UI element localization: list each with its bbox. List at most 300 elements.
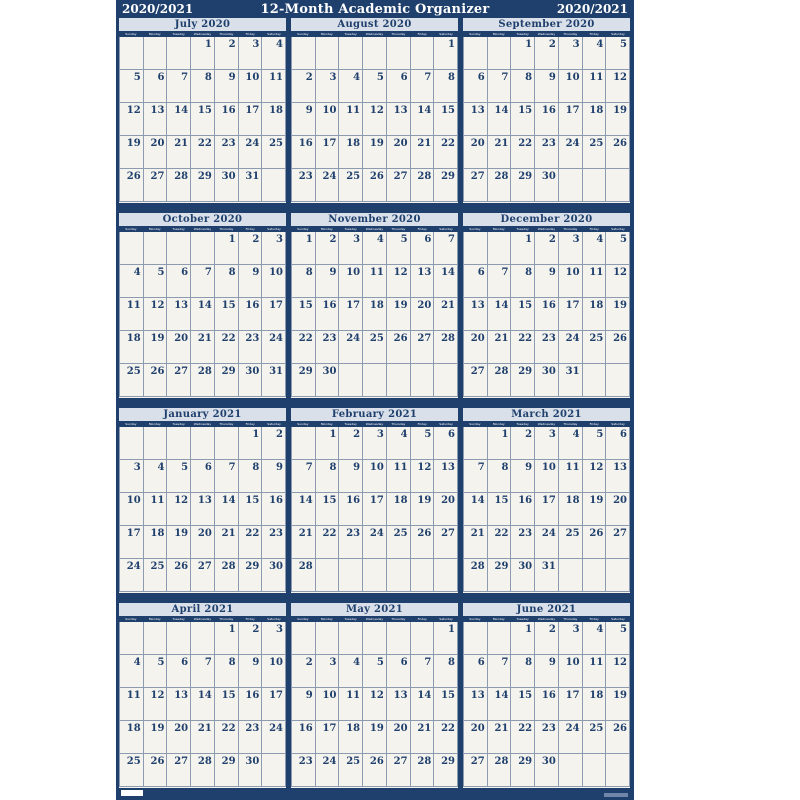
day-cell: 18 — [363, 298, 387, 331]
day-cell: 19 — [606, 298, 630, 331]
weekday-label: Tuesday — [344, 422, 357, 426]
day-cell: 13 — [167, 298, 191, 331]
day-cell: 30 — [316, 364, 340, 397]
month-panel — [463, 408, 630, 593]
weekday-label: Sunday — [297, 227, 309, 231]
empty-cell — [464, 427, 488, 460]
weekday-label: Sunday — [297, 422, 309, 426]
day-cell: 3 — [535, 427, 559, 460]
day-cell: 27 — [387, 169, 411, 202]
day-cell: 20 — [434, 493, 458, 526]
weekday-label: Saturday — [267, 617, 281, 621]
day-cell: 7 — [191, 265, 215, 298]
day-cell: 10 — [239, 70, 263, 103]
day-cell: 13 — [387, 103, 411, 136]
day-cell: 24 — [559, 721, 583, 754]
month-panel — [463, 18, 630, 203]
day-grid — [291, 427, 458, 592]
day-cell: 9 — [239, 265, 263, 298]
weekday-label: Sunday — [125, 32, 137, 36]
month-title: September 2020 — [463, 18, 630, 31]
weekday-label: Thursday — [391, 32, 406, 36]
day-cell: 25 — [387, 526, 411, 559]
empty-cell — [339, 559, 363, 592]
day-cell: 2 — [262, 427, 286, 460]
day-cell: 3 — [316, 655, 340, 688]
weekday-label: Tuesday — [516, 32, 529, 36]
day-cell: 30 — [215, 169, 239, 202]
month-panel — [119, 408, 286, 593]
day-cell: 7 — [434, 232, 458, 265]
day-cell: 21 — [215, 526, 239, 559]
day-cell: 8 — [191, 70, 215, 103]
day-cell: 7 — [215, 460, 239, 493]
day-cell: 28 — [191, 754, 215, 787]
month-title: July 2020 — [119, 18, 286, 31]
day-cell: 2 — [535, 622, 559, 655]
day-cell: 9 — [262, 460, 286, 493]
day-cell: 25 — [120, 754, 144, 787]
day-cell: 10 — [559, 655, 583, 688]
empty-cell — [583, 169, 607, 202]
day-cell: 8 — [511, 265, 535, 298]
day-cell: 11 — [559, 460, 583, 493]
weekday-label: Thursday — [563, 227, 578, 231]
day-cell: 19 — [144, 331, 168, 364]
weekday-label: Saturday — [611, 422, 625, 426]
day-cell: 6 — [144, 70, 168, 103]
day-cell: 10 — [339, 265, 363, 298]
empty-cell — [144, 232, 168, 265]
empty-cell — [434, 559, 458, 592]
weekday-label: Sunday — [469, 422, 481, 426]
weekday-label: Saturday — [267, 422, 281, 426]
day-cell: 7 — [411, 70, 435, 103]
day-cell: 3 — [559, 37, 583, 70]
day-cell: 29 — [215, 364, 239, 397]
empty-cell — [316, 559, 340, 592]
empty-cell — [488, 622, 512, 655]
weekday-label: Monday — [148, 617, 161, 621]
empty-cell — [339, 622, 363, 655]
empty-cell — [411, 364, 435, 397]
day-cell: 24 — [262, 721, 286, 754]
month-title: February 2021 — [291, 408, 458, 421]
weekday-label: Tuesday — [172, 32, 185, 36]
day-cell: 17 — [559, 298, 583, 331]
day-cell: 28 — [167, 169, 191, 202]
day-cell: 13 — [464, 103, 488, 136]
weekday-label: Wednesday — [193, 617, 212, 621]
day-cell: 24 — [339, 331, 363, 364]
weekday-label: Saturday — [267, 227, 281, 231]
day-cell: 30 — [239, 754, 263, 787]
day-cell: 1 — [239, 427, 263, 460]
day-cell: 12 — [387, 265, 411, 298]
weekday-label: Thursday — [391, 227, 406, 231]
day-cell: 17 — [239, 103, 263, 136]
month-panel — [119, 213, 286, 398]
day-cell: 23 — [215, 136, 239, 169]
month-title: November 2020 — [291, 213, 458, 226]
day-cell: 30 — [262, 559, 286, 592]
weekday-label: Tuesday — [172, 617, 185, 621]
day-cell: 18 — [339, 721, 363, 754]
day-cell: 29 — [434, 169, 458, 202]
day-cell: 11 — [583, 265, 607, 298]
day-cell: 2 — [239, 622, 263, 655]
empty-cell — [363, 559, 387, 592]
empty-cell — [339, 37, 363, 70]
day-cell: 17 — [559, 103, 583, 136]
weekday-label: Friday — [245, 227, 255, 231]
day-cell: 3 — [363, 427, 387, 460]
day-cell: 11 — [339, 103, 363, 136]
day-cell: 29 — [511, 364, 535, 397]
empty-cell — [363, 37, 387, 70]
day-cell: 19 — [167, 526, 191, 559]
weekday-label: Friday — [245, 617, 255, 621]
month-title: May 2021 — [291, 603, 458, 616]
empty-cell — [559, 754, 583, 787]
month-title: April 2021 — [119, 603, 286, 616]
day-cell: 14 — [215, 493, 239, 526]
empty-cell — [191, 622, 215, 655]
day-cell: 12 — [120, 103, 144, 136]
day-cell: 1 — [511, 622, 535, 655]
day-cell: 5 — [120, 70, 144, 103]
day-cell: 19 — [120, 136, 144, 169]
day-cell: 12 — [606, 655, 630, 688]
weekday-label: Saturday — [267, 32, 281, 36]
day-cell: 8 — [488, 460, 512, 493]
day-cell: 8 — [215, 265, 239, 298]
day-cell: 29 — [215, 754, 239, 787]
empty-cell — [167, 232, 191, 265]
day-cell: 17 — [535, 493, 559, 526]
empty-cell — [316, 37, 340, 70]
day-cell: 30 — [239, 364, 263, 397]
empty-cell — [144, 37, 168, 70]
day-cell: 14 — [488, 103, 512, 136]
day-cell: 23 — [535, 136, 559, 169]
day-cell: 18 — [583, 298, 607, 331]
weekday-label: Monday — [148, 32, 161, 36]
day-cell: 29 — [511, 754, 535, 787]
empty-cell — [215, 427, 239, 460]
day-cell: 20 — [606, 493, 630, 526]
day-cell: 23 — [535, 331, 559, 364]
day-cell: 7 — [167, 70, 191, 103]
empty-cell — [387, 37, 411, 70]
weekday-label: Saturday — [439, 32, 453, 36]
day-cell: 11 — [583, 70, 607, 103]
day-cell: 22 — [239, 526, 263, 559]
day-cell: 12 — [411, 460, 435, 493]
weekday-label: Sunday — [469, 617, 481, 621]
weekday-label: Thursday — [563, 617, 578, 621]
day-cell: 29 — [292, 364, 316, 397]
day-cell: 15 — [511, 103, 535, 136]
day-grid — [119, 232, 286, 397]
day-cell: 5 — [144, 655, 168, 688]
day-cell: 24 — [120, 559, 144, 592]
day-cell: 4 — [583, 232, 607, 265]
day-cell: 13 — [167, 688, 191, 721]
weekday-label: Wednesday — [365, 227, 384, 231]
day-cell: 2 — [339, 427, 363, 460]
day-cell: 16 — [339, 493, 363, 526]
day-grid — [291, 232, 458, 397]
day-cell: 22 — [511, 331, 535, 364]
day-cell: 1 — [434, 37, 458, 70]
day-cell: 17 — [262, 298, 286, 331]
weekday-label: Thursday — [391, 422, 406, 426]
day-cell: 27 — [411, 331, 435, 364]
day-cell: 4 — [559, 427, 583, 460]
day-cell: 23 — [511, 526, 535, 559]
day-cell: 27 — [464, 169, 488, 202]
day-cell: 22 — [434, 136, 458, 169]
empty-cell — [262, 754, 286, 787]
day-cell: 28 — [191, 364, 215, 397]
day-cell: 21 — [167, 136, 191, 169]
day-cell: 14 — [191, 298, 215, 331]
day-cell: 8 — [511, 655, 535, 688]
day-cell: 20 — [167, 721, 191, 754]
day-cell: 29 — [239, 559, 263, 592]
weekday-label: Friday — [417, 227, 427, 231]
day-cell: 3 — [559, 622, 583, 655]
day-cell: 2 — [239, 232, 263, 265]
day-cell: 26 — [363, 169, 387, 202]
day-cell: 17 — [262, 688, 286, 721]
day-cell: 25 — [339, 754, 363, 787]
day-cell: 12 — [363, 688, 387, 721]
day-cell: 8 — [434, 655, 458, 688]
day-cell: 25 — [583, 136, 607, 169]
empty-cell — [262, 169, 286, 202]
day-cell: 14 — [464, 493, 488, 526]
day-cell: 9 — [339, 460, 363, 493]
day-cell: 27 — [191, 559, 215, 592]
day-cell: 4 — [387, 427, 411, 460]
day-cell: 27 — [167, 754, 191, 787]
day-cell: 30 — [535, 169, 559, 202]
day-cell: 2 — [292, 70, 316, 103]
page-title: 12-Month Academic Organizer — [260, 2, 490, 17]
day-cell: 6 — [387, 655, 411, 688]
empty-cell — [292, 427, 316, 460]
day-cell: 3 — [262, 622, 286, 655]
day-cell: 26 — [144, 364, 168, 397]
day-cell: 26 — [144, 754, 168, 787]
day-cell: 6 — [434, 427, 458, 460]
day-cell: 20 — [144, 136, 168, 169]
weekday-label: Friday — [245, 422, 255, 426]
day-cell: 20 — [464, 331, 488, 364]
weekday-label: Wednesday — [365, 32, 384, 36]
day-cell: 18 — [583, 688, 607, 721]
weekday-label: Wednesday — [537, 227, 556, 231]
day-cell: 24 — [559, 136, 583, 169]
weekday-label: Tuesday — [172, 422, 185, 426]
day-cell: 24 — [316, 754, 340, 787]
day-cell: 4 — [339, 70, 363, 103]
brand-logo — [120, 789, 144, 797]
weekday-label: Friday — [417, 422, 427, 426]
day-cell: 16 — [316, 298, 340, 331]
day-cell: 10 — [559, 70, 583, 103]
day-cell: 27 — [434, 526, 458, 559]
weekday-label: Saturday — [439, 617, 453, 621]
weekday-label: Monday — [492, 32, 505, 36]
day-grid — [119, 427, 286, 592]
day-cell: 1 — [511, 232, 535, 265]
month-panel — [463, 603, 630, 788]
weekday-label: Sunday — [297, 617, 309, 621]
weekday-label: Thursday — [219, 617, 234, 621]
day-cell: 3 — [316, 70, 340, 103]
month-panel — [291, 213, 458, 398]
day-cell: 6 — [411, 232, 435, 265]
day-cell: 19 — [363, 721, 387, 754]
day-cell: 1 — [191, 37, 215, 70]
day-cell: 13 — [387, 688, 411, 721]
weekday-label: Friday — [245, 32, 255, 36]
weekday-label: Wednesday — [193, 227, 212, 231]
month-title: August 2020 — [291, 18, 458, 31]
day-cell: 23 — [239, 721, 263, 754]
day-cell: 4 — [363, 232, 387, 265]
weekday-label: Saturday — [439, 422, 453, 426]
weekday-label: Monday — [320, 422, 333, 426]
day-cell: 2 — [535, 37, 559, 70]
day-cell: 25 — [363, 331, 387, 364]
day-cell: 20 — [387, 136, 411, 169]
day-cell: 3 — [262, 232, 286, 265]
weekday-label: Friday — [589, 32, 599, 36]
day-cell: 14 — [292, 493, 316, 526]
day-cell: 23 — [239, 331, 263, 364]
empty-cell — [292, 622, 316, 655]
day-cell: 26 — [606, 721, 630, 754]
day-cell: 12 — [167, 493, 191, 526]
day-cell: 24 — [239, 136, 263, 169]
day-cell: 15 — [488, 493, 512, 526]
calendar-poster — [116, 0, 634, 800]
day-cell: 7 — [292, 460, 316, 493]
weekday-label: Tuesday — [172, 227, 185, 231]
day-cell: 9 — [535, 265, 559, 298]
weekday-label: Friday — [589, 422, 599, 426]
day-cell: 18 — [559, 493, 583, 526]
day-cell: 3 — [120, 460, 144, 493]
day-cell: 1 — [511, 37, 535, 70]
day-cell: 22 — [292, 331, 316, 364]
day-cell: 26 — [583, 526, 607, 559]
day-cell: 11 — [144, 493, 168, 526]
empty-cell — [464, 37, 488, 70]
day-cell: 8 — [434, 70, 458, 103]
weekday-label: Sunday — [125, 422, 137, 426]
month-title: June 2021 — [463, 603, 630, 616]
day-cell: 16 — [262, 493, 286, 526]
day-cell: 10 — [363, 460, 387, 493]
weekday-label: Sunday — [125, 617, 137, 621]
empty-cell — [387, 622, 411, 655]
day-cell: 2 — [292, 655, 316, 688]
day-cell: 4 — [262, 37, 286, 70]
day-cell: 20 — [167, 331, 191, 364]
empty-cell — [167, 427, 191, 460]
day-cell: 29 — [511, 169, 535, 202]
day-cell: 8 — [239, 460, 263, 493]
day-cell: 12 — [583, 460, 607, 493]
day-cell: 27 — [387, 754, 411, 787]
day-cell: 31 — [262, 364, 286, 397]
day-cell: 2 — [316, 232, 340, 265]
day-grid — [119, 622, 286, 787]
day-cell: 12 — [144, 298, 168, 331]
day-cell: 25 — [583, 331, 607, 364]
day-cell: 5 — [583, 427, 607, 460]
weekday-label: Saturday — [611, 32, 625, 36]
day-cell: 26 — [363, 754, 387, 787]
day-cell: 21 — [434, 298, 458, 331]
day-cell: 24 — [559, 331, 583, 364]
day-cell: 9 — [316, 265, 340, 298]
day-cell: 25 — [583, 721, 607, 754]
day-cell: 12 — [363, 103, 387, 136]
empty-cell — [488, 37, 512, 70]
day-cell: 5 — [606, 37, 630, 70]
day-cell: 16 — [215, 103, 239, 136]
day-cell: 30 — [511, 559, 535, 592]
day-cell: 4 — [339, 655, 363, 688]
year-left: 2020/2021 — [122, 2, 194, 16]
empty-cell — [434, 364, 458, 397]
day-cell: 21 — [191, 721, 215, 754]
weekday-label: Tuesday — [344, 617, 357, 621]
day-cell: 21 — [411, 721, 435, 754]
day-cell: 29 — [488, 559, 512, 592]
day-cell: 16 — [535, 688, 559, 721]
weekday-label: Tuesday — [516, 227, 529, 231]
month-panel — [291, 18, 458, 203]
day-cell: 10 — [262, 655, 286, 688]
day-cell: 10 — [316, 688, 340, 721]
empty-cell — [316, 622, 340, 655]
empty-cell — [120, 232, 144, 265]
day-cell: 22 — [488, 526, 512, 559]
day-cell: 6 — [167, 265, 191, 298]
day-cell: 6 — [387, 70, 411, 103]
day-cell: 14 — [411, 103, 435, 136]
day-cell: 28 — [411, 754, 435, 787]
day-cell: 15 — [215, 688, 239, 721]
day-cell: 21 — [488, 721, 512, 754]
day-cell: 23 — [292, 754, 316, 787]
day-cell: 21 — [488, 136, 512, 169]
day-cell: 28 — [411, 169, 435, 202]
day-cell: 11 — [339, 688, 363, 721]
day-cell: 23 — [316, 331, 340, 364]
weekday-label: Friday — [417, 32, 427, 36]
weekday-label: Monday — [148, 422, 161, 426]
day-cell: 5 — [606, 622, 630, 655]
weekday-label: Thursday — [219, 422, 234, 426]
